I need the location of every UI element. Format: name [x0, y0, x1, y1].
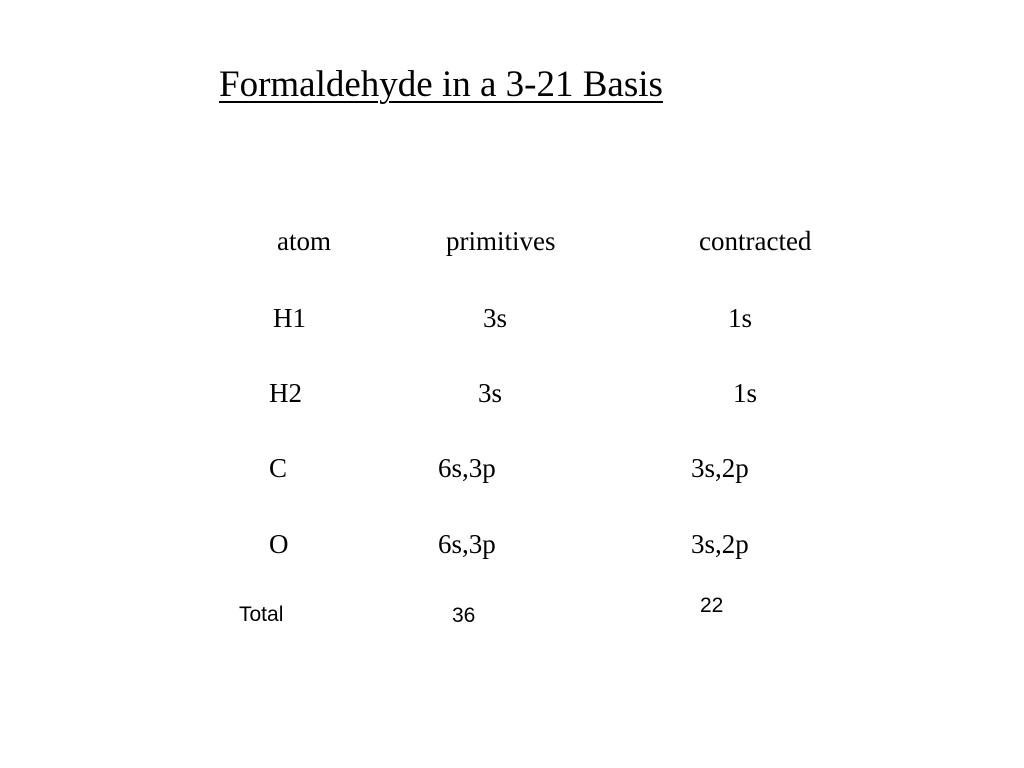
header-atom: atom — [277, 226, 331, 256]
total-contracted: 22 — [700, 594, 724, 617]
row-h1-contracted: 1s — [728, 303, 753, 333]
row-c-contracted: 3s,2p — [691, 453, 749, 483]
total-primitives: 36 — [452, 604, 476, 627]
total-label: Total — [239, 603, 284, 626]
header-primitives: primitives — [446, 226, 556, 256]
row-c-atom: C — [269, 453, 288, 483]
row-h2-primitives: 3s — [478, 378, 503, 408]
row-o-contracted: 3s,2p — [691, 529, 749, 559]
row-h2-contracted: 1s — [733, 378, 758, 408]
slide-title: Formaldehyde in a 3-21 Basis — [219, 64, 663, 105]
header-contracted: contracted — [699, 226, 812, 256]
row-h2-atom: H2 — [269, 378, 302, 408]
row-h1-atom: H1 — [273, 303, 306, 333]
row-c-primitives: 6s,3p — [438, 453, 496, 483]
row-o-primitives: 6s,3p — [438, 529, 496, 559]
row-o-atom: O — [269, 529, 289, 559]
row-h1-primitives: 3s — [483, 303, 508, 333]
